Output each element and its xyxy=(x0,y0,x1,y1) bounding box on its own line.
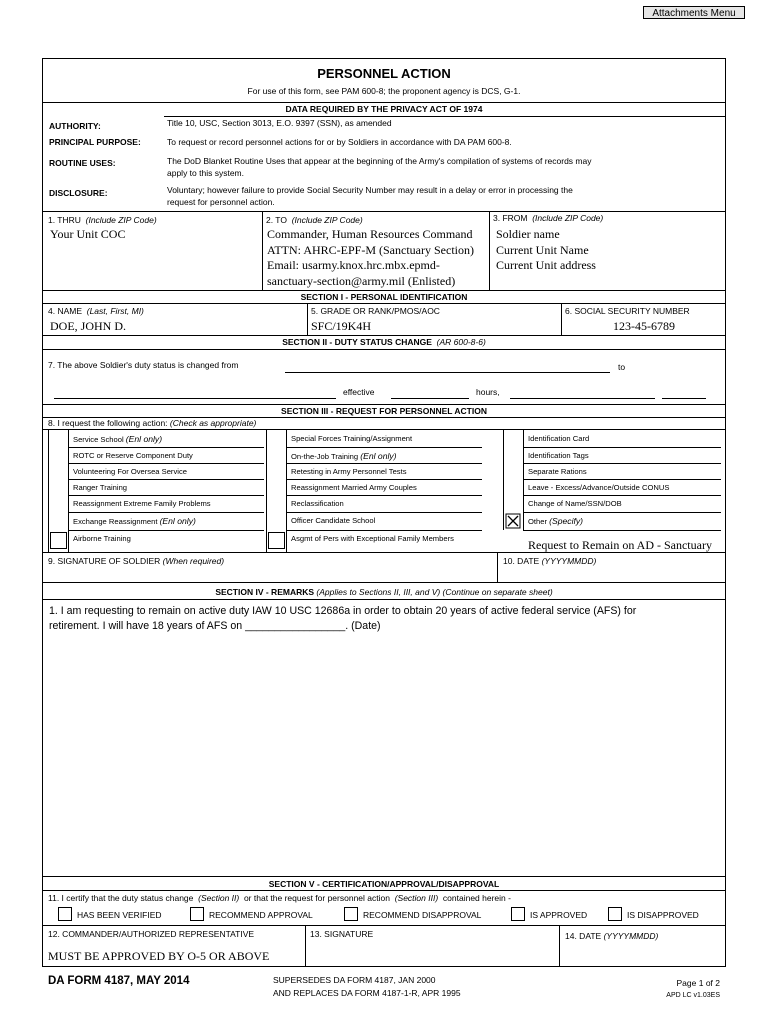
grid-line xyxy=(286,430,287,447)
grid-line xyxy=(523,447,721,448)
grid-line xyxy=(68,479,264,480)
recommend-disapproval-label: RECOMMEND DISAPPROVAL xyxy=(363,910,482,920)
approval-date-label: 14. DATE (YYYYMMDD) xyxy=(565,931,659,941)
grid-line xyxy=(286,447,287,463)
grid-line xyxy=(68,530,69,552)
col1-checkbox-4[interactable] xyxy=(49,495,67,512)
is-disapproved-checkbox[interactable] xyxy=(608,907,622,921)
grid-line xyxy=(523,430,524,447)
col1-checkbox-1[interactable] xyxy=(49,447,67,463)
col2-checkbox-0[interactable] xyxy=(267,430,285,447)
grid-line xyxy=(68,512,69,530)
col1-label-6: Airborne Training xyxy=(73,534,131,543)
col1-checkbox-0[interactable] xyxy=(49,430,67,447)
grid-line xyxy=(68,530,264,531)
page-number: Page 1 of 2 xyxy=(676,978,720,988)
thru-field[interactable]: Your Unit COC xyxy=(50,227,126,241)
grid-line xyxy=(523,495,524,512)
ssn-label: 6. SOCIAL SECURITY NUMBER xyxy=(565,306,690,316)
col3-label-2: Separate Rations xyxy=(528,467,587,476)
item-8-label: 8. I request the following action: (Check as appropriate) xyxy=(48,418,257,428)
grid-line xyxy=(68,463,69,479)
recommend-disapproval-checkbox[interactable] xyxy=(344,907,358,921)
grid-line xyxy=(523,479,721,480)
purpose-label: PRINCIPAL PURPOSE: xyxy=(49,137,141,147)
disclosure-text-1: Voluntary; however failure to provide Social Security Number may result in a delay or error in processing the xyxy=(167,185,573,195)
col3-checkbox-1[interactable] xyxy=(504,447,522,463)
col1-checkbox-6[interactable] xyxy=(50,532,67,549)
grid-line xyxy=(286,495,287,512)
form-version: APD LC v1.03ES xyxy=(666,992,720,999)
section-4-heading: SECTION IV - REMARKS (Applies to Sections II, III, and V) (Continue on separate sheet) xyxy=(215,587,553,597)
purpose-text: To request or record personnel actions for or by Soldiers in accordance with DA PAM 600-8. xyxy=(167,137,512,147)
grid-line xyxy=(523,512,721,513)
grid-line xyxy=(286,479,482,480)
is-approved-label: IS APPROVED xyxy=(530,910,588,920)
col2-checkbox-6[interactable] xyxy=(268,532,285,549)
verified-label: HAS BEEN VERIFIED xyxy=(77,910,162,920)
grid-line xyxy=(523,495,721,496)
status-to-field[interactable] xyxy=(54,398,336,399)
grid-line xyxy=(68,495,264,496)
col1-checkbox-2[interactable] xyxy=(49,463,67,479)
grid-line xyxy=(286,530,287,552)
authority-label: AUTHORITY: xyxy=(49,121,101,131)
disclosure-label: DISCLOSURE: xyxy=(49,188,108,198)
section-5-heading: SECTION V - CERTIFICATION/APPROVAL/DISAPPROVAL xyxy=(268,879,500,889)
grade-label: 5. GRADE OR RANK/PMOS/AOC xyxy=(311,306,440,316)
to-word: to xyxy=(618,362,626,372)
recommend-approval-checkbox[interactable] xyxy=(190,907,204,921)
col2-label-2: Retesting in Army Personnel Tests xyxy=(291,467,407,476)
col3-label-1: Identification Tags xyxy=(528,451,589,460)
col3-checkbox-3[interactable] xyxy=(504,479,522,495)
hours-word: hours, xyxy=(476,387,500,397)
col3-label-5: Other (Specify) xyxy=(528,516,584,526)
col3-label-3: Leave - Excess/Advance/Outside CONUS xyxy=(528,483,670,492)
col2-label-5: Officer Candidate School xyxy=(291,516,376,525)
col3-checkbox-0[interactable] xyxy=(504,430,522,447)
routine-uses-text-2: apply to this system. xyxy=(167,168,245,178)
col1-label-2: Volunteering For Oversea Service xyxy=(73,467,187,476)
col2-label-1: On-the-Job Training (Enl only) xyxy=(291,451,397,461)
col2-checkbox-5[interactable] xyxy=(267,512,285,530)
from-field[interactable]: Soldier name Current Unit Name Current Unit address xyxy=(496,227,596,273)
col3-checkbox-2[interactable] xyxy=(504,463,522,479)
col3-checkbox-4[interactable] xyxy=(504,495,522,512)
col1-label-3: Ranger Training xyxy=(73,483,128,492)
to-field[interactable]: Commander, Human Resources Command ATTN: AHRC-EPF-M (Sanctuary Section) Email: usarmy.knox.hrc.mbx.epmd- sanctuary-section@army.mil (Enlisted) xyxy=(267,227,474,288)
routine-uses-label: ROUTINE USES: xyxy=(49,158,116,168)
status-from-field[interactable] xyxy=(285,372,610,373)
col1-checkbox-3[interactable] xyxy=(49,479,67,495)
item-11-label: 11. I certify that the duty status change (Section II) or that the request for personnel action (Section III) contained herein - xyxy=(48,893,511,903)
soldier-signature-label: 9. SIGNATURE OF SOLDIER (When required) xyxy=(48,556,225,566)
verified-checkbox[interactable] xyxy=(58,907,72,921)
col3-label-0: Identification Card xyxy=(528,434,590,443)
is-approved-checkbox[interactable] xyxy=(511,907,525,921)
from-label-group: 3. FROM (Include ZIP Code) xyxy=(493,213,604,223)
grid-line xyxy=(68,463,264,464)
grid-line xyxy=(523,463,524,479)
grid-line xyxy=(286,530,482,531)
effective-word: effective xyxy=(343,387,375,397)
section-1-heading: SECTION I - PERSONAL IDENTIFICATION xyxy=(300,292,468,302)
thru-label-group: 1. THRU (Include ZIP Code) xyxy=(48,215,157,225)
grid-line xyxy=(523,512,524,530)
signature-field[interactable] xyxy=(306,940,558,966)
grid-line xyxy=(286,512,287,530)
col3-checkbox-5[interactable] xyxy=(504,512,522,530)
grid-line xyxy=(68,430,69,447)
approval-date-field[interactable] xyxy=(560,942,725,966)
grid-line xyxy=(48,530,49,552)
grid-line xyxy=(68,447,69,463)
grid-line xyxy=(68,512,264,513)
col1-label-0: Service School (Enl only) xyxy=(73,434,163,444)
hours-field[interactable] xyxy=(510,398,655,399)
grid-line xyxy=(286,463,287,479)
authority-text: Title 10, USC, Section 3013, E.O. 9397 (SSN), as amended xyxy=(167,118,392,128)
col3-label-4: Change of Name/SSN/DOB xyxy=(528,499,622,508)
privacy-heading: DATA REQUIRED BY THE PRIVACY ACT OF 1974 xyxy=(285,104,483,114)
name-label-group: 4. NAME (Last, First, MI) xyxy=(48,306,144,316)
col1-label-5: Exchange Reassignment (Enl only) xyxy=(73,516,196,526)
disclosure-text-2: request for personnel action. xyxy=(167,197,275,207)
col2-label-0: Special Forces Training/Assignment xyxy=(291,434,413,443)
commander-field[interactable]: MUST BE APPROVED BY O-5 OR ABOVE xyxy=(48,949,270,963)
col1-label-1: ROTC or Reserve Component Duty xyxy=(73,451,193,460)
commander-label: 12. COMMANDER/AUTHORIZED REPRESENTATIVE xyxy=(48,929,255,939)
grid-line xyxy=(286,463,482,464)
col2-label-3: Reassignment Married Army Couples xyxy=(291,483,417,492)
col1-checkbox-5[interactable] xyxy=(49,512,67,530)
supersedes-line-1: SUPERSEDES DA FORM 4187, JAN 2000 xyxy=(273,975,436,985)
col2-label-6: Asgmt of Pers with Exceptional Family Members xyxy=(291,534,454,543)
col2-checkbox-3[interactable] xyxy=(267,479,285,495)
remarks-field[interactable]: 1. I am requesting to remain on active duty IAW 10 USC 12686a in order to obtain 20 years of active federal service (AFS) for retirement. I will have 18 years of AFS on _________________. (Date) xyxy=(49,605,637,632)
other-specify-field[interactable]: Request to Remain on AD - Sanctuary xyxy=(528,538,712,552)
item-7-label: 7. The above Soldier's duty status is changed from xyxy=(48,360,239,370)
grid-line xyxy=(523,447,524,463)
form-id: DA FORM 4187, MAY 2014 xyxy=(48,975,190,987)
form-title: PERSONNEL ACTION xyxy=(317,66,451,81)
signature-label: 13. SIGNATURE xyxy=(310,929,374,939)
col2-checkbox-1[interactable] xyxy=(267,447,285,463)
x-mark-icon xyxy=(504,512,522,530)
grid-line xyxy=(286,447,482,448)
col2-checkbox-2[interactable] xyxy=(267,463,285,479)
grid-line xyxy=(286,495,482,496)
name-field[interactable]: DOE, JOHN D. xyxy=(50,319,126,333)
grid-line xyxy=(523,479,524,495)
to-label-group: 2. TO (Include ZIP Code) xyxy=(266,215,363,225)
supersedes-line-2: AND REPLACES DA FORM 4187-1-R, APR 1995 xyxy=(273,988,461,998)
col2-label-4: Reclassification xyxy=(291,499,344,508)
col2-checkbox-4[interactable] xyxy=(267,495,285,512)
hours-extra-field[interactable] xyxy=(662,398,706,399)
section-3-heading: SECTION III - REQUEST FOR PERSONNEL ACTION xyxy=(281,406,487,416)
soldier-date-label: 10. DATE (YYYYMMDD) xyxy=(503,556,597,566)
grid-line xyxy=(266,530,267,552)
grid-line xyxy=(286,479,287,495)
attachments-menu-button[interactable]: Attachments Menu xyxy=(643,6,745,19)
routine-uses-text-1: The DoD Blanket Routine Uses that appear at the beginning of the Army's compilation of systems of records may xyxy=(167,156,592,166)
recommend-approval-label: RECOMMEND APPROVAL xyxy=(209,910,313,920)
grid-line xyxy=(523,530,721,531)
is-disapproved-label: IS DISAPPROVED xyxy=(627,910,699,920)
ssn-field[interactable]: 123-45-6789 xyxy=(613,319,675,333)
grade-field[interactable]: SFC/19K4H xyxy=(311,319,372,333)
effective-date-field[interactable] xyxy=(391,398,469,399)
col1-label-4: Reassignment Extreme Family Problems xyxy=(73,499,211,508)
grid-line xyxy=(68,495,69,512)
grid-line xyxy=(68,447,264,448)
grid-line xyxy=(286,512,482,513)
grid-line xyxy=(68,479,69,495)
grid-line xyxy=(523,463,721,464)
form-subtitle: For use of this form, see PAM 600-8; the proponent agency is DCS, G-1. xyxy=(247,86,521,96)
section-2-heading: SECTION II - DUTY STATUS CHANGE (AR 600-8-6) xyxy=(282,337,486,347)
